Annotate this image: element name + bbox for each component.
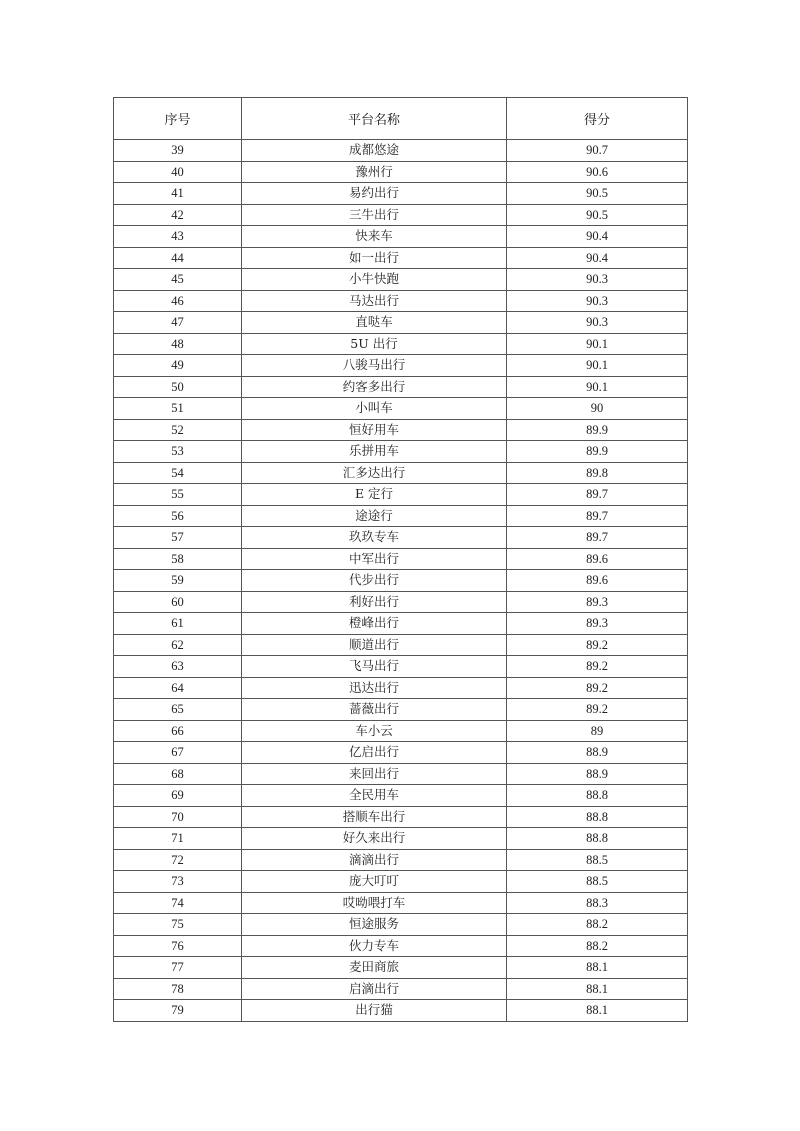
cell-platform-name: 橙峰出行: [242, 613, 507, 635]
cell-platform-name: 豫州行: [242, 161, 507, 183]
cell-score: 88.9: [507, 742, 688, 764]
table-row: [114, 914, 688, 936]
table-row: [114, 763, 688, 785]
cell-platform-name: 汇多达出行: [242, 462, 507, 484]
cell-platform-name: 玖玖专车: [242, 527, 507, 549]
cell-platform-name: 马达出行: [242, 290, 507, 312]
table-row: [114, 140, 688, 162]
cell-score: 89.7: [507, 527, 688, 549]
cell-platform-name: 来回出行: [242, 763, 507, 785]
cell-score: 90.4: [507, 247, 688, 269]
cell-score: 89.9: [507, 441, 688, 463]
cell-platform-name: 易约出行: [242, 183, 507, 205]
cell-serial-number: 72: [114, 849, 242, 871]
cell-serial-number: 77: [114, 957, 242, 979]
cell-score: 88.8: [507, 828, 688, 850]
cell-serial-number: 55: [114, 484, 242, 506]
table-row: [114, 871, 688, 893]
cell-platform-name: 小叫车: [242, 398, 507, 420]
cell-serial-number: 53: [114, 441, 242, 463]
cell-score: 90.5: [507, 183, 688, 205]
cell-score: 88.2: [507, 914, 688, 936]
cell-score: 89.7: [507, 505, 688, 527]
table-row: [114, 269, 688, 291]
table-header: [114, 98, 688, 140]
cell-platform-name: 八骏马出行: [242, 355, 507, 377]
cell-serial-number: 60: [114, 591, 242, 613]
cell-score: 88.1: [507, 957, 688, 979]
cell-score: 90.7: [507, 140, 688, 162]
cell-score: 88.2: [507, 935, 688, 957]
cell-serial-number: 70: [114, 806, 242, 828]
cell-score: 90.1: [507, 333, 688, 355]
table-row: [114, 613, 688, 635]
cell-platform-name: 中军出行: [242, 548, 507, 570]
table-row: [114, 462, 688, 484]
cell-serial-number: 66: [114, 720, 242, 742]
cell-score: 89.8: [507, 462, 688, 484]
table-row: [114, 806, 688, 828]
cell-score: 89.2: [507, 677, 688, 699]
cell-platform-name: 启滴出行: [242, 978, 507, 1000]
table-row: [114, 398, 688, 420]
table-row: [114, 828, 688, 850]
table-row: [114, 183, 688, 205]
cell-score: 90.4: [507, 226, 688, 248]
cell-platform-name: 哎呦喂打车: [242, 892, 507, 914]
cell-serial-number: 56: [114, 505, 242, 527]
cell-score: 89.2: [507, 656, 688, 678]
cell-serial-number: 74: [114, 892, 242, 914]
cell-platform-name: 快来车: [242, 226, 507, 248]
cell-serial-number: 48: [114, 333, 242, 355]
cell-platform-name: 庞大叮叮: [242, 871, 507, 893]
cell-score: 89: [507, 720, 688, 742]
cell-serial-number: 42: [114, 204, 242, 226]
cell-serial-number: 50: [114, 376, 242, 398]
cell-platform-name: 约客多出行: [242, 376, 507, 398]
table-row: [114, 441, 688, 463]
cell-platform-name: 伙力专车: [242, 935, 507, 957]
cell-score: 88.5: [507, 871, 688, 893]
table-row: [114, 484, 688, 506]
cell-serial-number: 51: [114, 398, 242, 420]
cell-serial-number: 46: [114, 290, 242, 312]
table-row: [114, 1000, 688, 1022]
cell-platform-name: 途途行: [242, 505, 507, 527]
cell-score: 89.9: [507, 419, 688, 441]
cell-score: 89.2: [507, 634, 688, 656]
cell-serial-number: 45: [114, 269, 242, 291]
table-row: [114, 720, 688, 742]
cell-platform-name: 搭顺车出行: [242, 806, 507, 828]
cell-serial-number: 62: [114, 634, 242, 656]
cell-score: 88.3: [507, 892, 688, 914]
cell-serial-number: 65: [114, 699, 242, 721]
table-row: [114, 978, 688, 1000]
table-row: [114, 699, 688, 721]
header-serial-number: 序号: [114, 98, 242, 140]
table-row: [114, 742, 688, 764]
table-row: [114, 204, 688, 226]
cell-score: 89.6: [507, 570, 688, 592]
cell-serial-number: 71: [114, 828, 242, 850]
cell-serial-number: 52: [114, 419, 242, 441]
cell-platform-name: 乐拼用车: [242, 441, 507, 463]
cell-serial-number: 75: [114, 914, 242, 936]
cell-score: 88.8: [507, 806, 688, 828]
cell-platform-name: 5U 出行: [242, 333, 507, 355]
cell-score: 90.1: [507, 355, 688, 377]
cell-score: 88.8: [507, 785, 688, 807]
table-row: [114, 892, 688, 914]
table-row: [114, 419, 688, 441]
cell-serial-number: 61: [114, 613, 242, 635]
cell-score: 90.1: [507, 376, 688, 398]
cell-platform-name: 滴滴出行: [242, 849, 507, 871]
cell-platform-name: 三牛出行: [242, 204, 507, 226]
table-row: [114, 226, 688, 248]
table-row: [114, 849, 688, 871]
table-row: [114, 656, 688, 678]
cell-platform-name: 代步出行: [242, 570, 507, 592]
cell-serial-number: 69: [114, 785, 242, 807]
table-row: [114, 591, 688, 613]
cell-serial-number: 73: [114, 871, 242, 893]
header-platform-name: 平台名称: [242, 98, 507, 140]
cell-serial-number: 76: [114, 935, 242, 957]
cell-serial-number: 63: [114, 656, 242, 678]
cell-serial-number: 43: [114, 226, 242, 248]
cell-serial-number: 64: [114, 677, 242, 699]
cell-score: 90.6: [507, 161, 688, 183]
cell-serial-number: 57: [114, 527, 242, 549]
cell-platform-name: 如一出行: [242, 247, 507, 269]
cell-score: 89.3: [507, 591, 688, 613]
cell-serial-number: 78: [114, 978, 242, 1000]
table-row: [114, 677, 688, 699]
cell-score: 89.6: [507, 548, 688, 570]
cell-score: 90.3: [507, 269, 688, 291]
cell-platform-name: 恒途服务: [242, 914, 507, 936]
table-body: [114, 140, 688, 1022]
cell-serial-number: 54: [114, 462, 242, 484]
cell-platform-name: 蔷薇出行: [242, 699, 507, 721]
cell-platform-name: 利好出行: [242, 591, 507, 613]
table-row: [114, 785, 688, 807]
cell-serial-number: 39: [114, 140, 242, 162]
table-row: [114, 312, 688, 334]
cell-platform-name: 恒好用车: [242, 419, 507, 441]
header-row: [114, 98, 688, 140]
cell-serial-number: 41: [114, 183, 242, 205]
table-row: [114, 290, 688, 312]
table-row: [114, 161, 688, 183]
cell-serial-number: 49: [114, 355, 242, 377]
cell-score: 90.5: [507, 204, 688, 226]
cell-score: 88.1: [507, 1000, 688, 1022]
cell-score: 90.3: [507, 312, 688, 334]
cell-platform-name: 麦田商旅: [242, 957, 507, 979]
table-row: [114, 355, 688, 377]
cell-platform-name: 出行猫: [242, 1000, 507, 1022]
cell-platform-name: 全民用车: [242, 785, 507, 807]
cell-serial-number: 79: [114, 1000, 242, 1022]
cell-serial-number: 40: [114, 161, 242, 183]
cell-platform-name: 迅达出行: [242, 677, 507, 699]
table-row: [114, 376, 688, 398]
cell-score: 89.2: [507, 699, 688, 721]
table-row: [114, 505, 688, 527]
table-row: [114, 548, 688, 570]
cell-score: 88.5: [507, 849, 688, 871]
cell-score: 90: [507, 398, 688, 420]
cell-serial-number: 68: [114, 763, 242, 785]
cell-serial-number: 58: [114, 548, 242, 570]
cell-serial-number: 59: [114, 570, 242, 592]
cell-serial-number: 67: [114, 742, 242, 764]
table-row: [114, 570, 688, 592]
cell-score: 88.1: [507, 978, 688, 1000]
cell-score: 88.9: [507, 763, 688, 785]
header-score: 得分: [507, 98, 688, 140]
cell-serial-number: 44: [114, 247, 242, 269]
cell-platform-name: 成都悠途: [242, 140, 507, 162]
cell-platform-name: 飞马出行: [242, 656, 507, 678]
table-row: [114, 333, 688, 355]
table-row: [114, 527, 688, 549]
cell-score: 89.7: [507, 484, 688, 506]
table-row: [114, 247, 688, 269]
cell-platform-name: E 定行: [242, 484, 507, 506]
table-row: [114, 634, 688, 656]
platform-score-table: [113, 97, 688, 1022]
cell-score: 90.3: [507, 290, 688, 312]
cell-serial-number: 47: [114, 312, 242, 334]
cell-platform-name: 车小云: [242, 720, 507, 742]
cell-platform-name: 小牛快跑: [242, 269, 507, 291]
table-row: [114, 957, 688, 979]
cell-platform-name: 亿启出行: [242, 742, 507, 764]
table-row: [114, 935, 688, 957]
cell-platform-name: 直哒车: [242, 312, 507, 334]
cell-score: 89.3: [507, 613, 688, 635]
cell-platform-name: 顺道出行: [242, 634, 507, 656]
cell-platform-name: 好久来出行: [242, 828, 507, 850]
